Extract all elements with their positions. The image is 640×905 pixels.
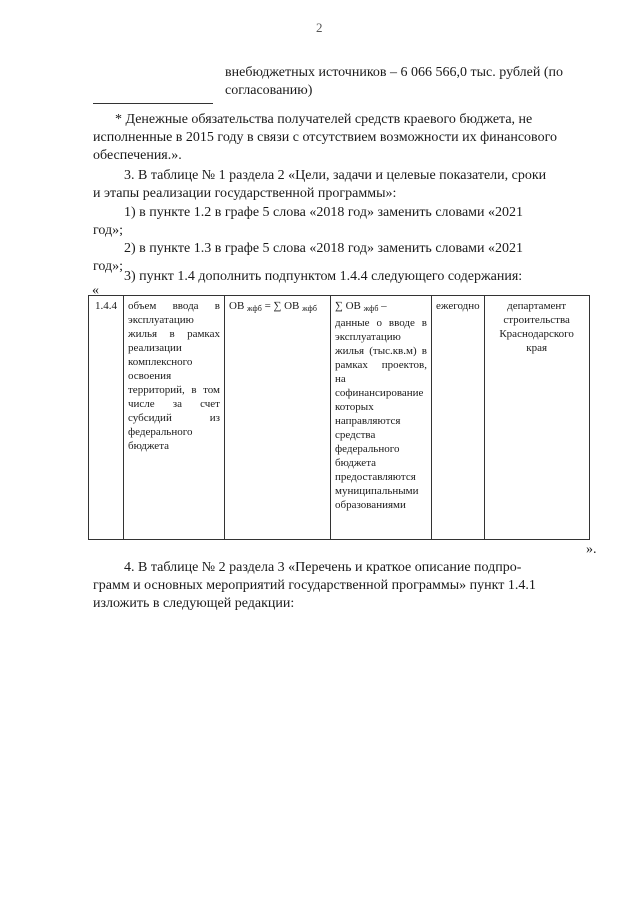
description-dash: – xyxy=(381,300,387,312)
item-4-line-3: изложить в следующей редакции: xyxy=(93,596,295,611)
table-row xyxy=(89,296,590,540)
description-head: ∑ ОВ xyxy=(335,300,361,312)
subitem-2-line-1: 2) в пункте 1.3 в графе 5 слова «2018 год» заменить словами «2021 xyxy=(124,241,524,256)
formula-subscript: жфб xyxy=(247,304,262,313)
frequency-text: ежегодно xyxy=(436,300,480,312)
subitem-1-line-1: 1) в пункте 1.2 в графе 5 слова «2018 год» заменить словами «2021 xyxy=(124,205,524,220)
closing-quote: ». xyxy=(586,542,597,557)
footnote-line-3: обеспечения.». xyxy=(93,148,182,163)
description-text: данные о вводе в эксплуатацию жилья (тыс.кв.м) в рамках проектов, на софинансирование которых направляются средства федерального бюджета предоставляются муниципальными образованиями xyxy=(335,317,427,511)
formula-equals: = ∑ ОВ xyxy=(264,300,303,312)
cell-responsible xyxy=(484,296,589,540)
indicator-number: 1.4.4 xyxy=(95,300,117,312)
subitem-3: 3) пункт 1.4 дополнить подпунктом 1.4.4 следующего содержания: xyxy=(124,269,523,284)
cell-frequency xyxy=(432,296,485,540)
formula-subscript-2: жфб xyxy=(302,304,317,313)
opening-quote: « xyxy=(92,283,99,298)
funding-line-2: согласованию) xyxy=(225,83,313,98)
page-number: 2 xyxy=(316,20,323,35)
cell-description xyxy=(331,296,432,540)
subitem-2-line-2: год»; xyxy=(93,259,124,274)
indicator-name: объем ввода в эксплуатацию жилья в рамках реализации комплексного освоения территорий, в том числе за счет субсидий из федерального бюджета xyxy=(128,300,220,452)
footnote-line-1: * Денежные обязательства получателей средств краевого бюджета, не xyxy=(115,112,533,127)
cell-number xyxy=(89,296,124,540)
formula-main: ОВ xyxy=(229,300,245,312)
item-4-line-1: 4. В таблице № 2 раздела 3 «Перечень и краткое описание подпро- xyxy=(124,560,522,575)
cell-indicator xyxy=(124,296,225,540)
description-subscript: жфб xyxy=(363,304,379,313)
item-4-line-2: грамм и основных мероприятий государственной программы» пункт 1.4.1 xyxy=(93,578,536,593)
indicator-table xyxy=(88,295,590,540)
subitem-1-line-2: год»; xyxy=(93,223,124,238)
item-3-line-2: и этапы реализации государственной программы»: xyxy=(93,186,397,201)
cell-formula xyxy=(225,296,331,540)
funding-line-1: внебюджетных источников – 6 066 566,0 тыс. рублей (по xyxy=(225,65,564,80)
responsible-text: департамент строительства Краснодарского края xyxy=(499,300,574,354)
footnote-separator xyxy=(93,103,213,104)
footnote-line-2: исполненные в 2015 году в связи с отсутствием возможности их финансового xyxy=(93,130,557,145)
item-3-line-1: 3. В таблице № 1 раздела 2 «Цели, задачи и целевые показатели, сроки xyxy=(124,168,547,183)
